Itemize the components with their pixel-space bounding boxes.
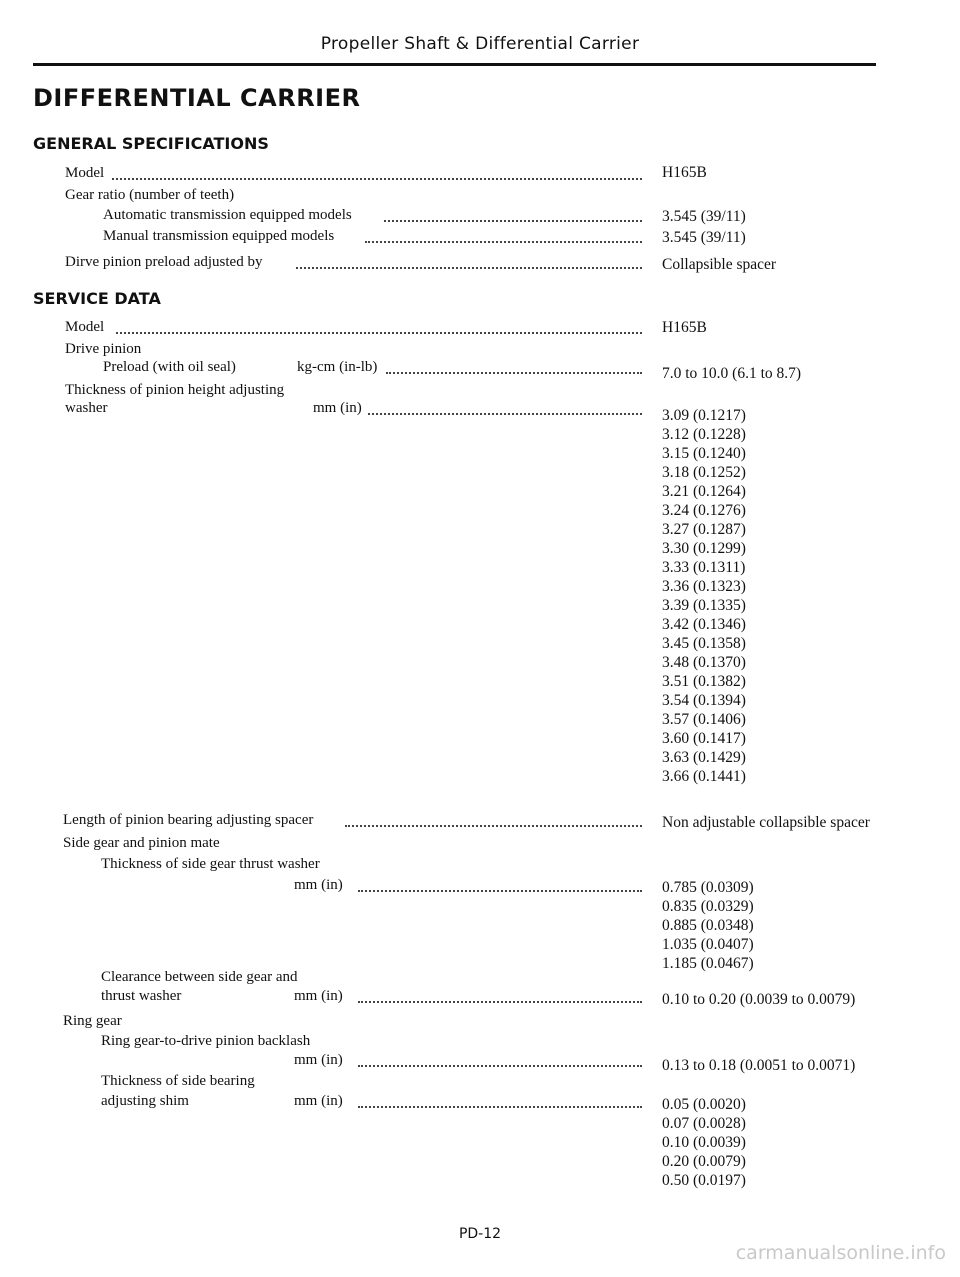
- sd-clearance-label-cont: thrust washer: [101, 988, 182, 1004]
- list-item: 3.33 (0.1311): [662, 559, 746, 576]
- sd-preload-label: Preload (with oil seal): [103, 359, 236, 375]
- gs-model-value: H165B: [662, 164, 707, 181]
- list-item: 1.035 (0.0407): [662, 936, 754, 953]
- leader-dots: [358, 999, 642, 1003]
- sd-clearance-unit: mm (in): [294, 988, 343, 1004]
- list-item: 3.18 (0.1252): [662, 464, 746, 481]
- sd-model-value: H165B: [662, 319, 707, 336]
- list-item: 0.07 (0.0028): [662, 1115, 746, 1132]
- leader-dots: [358, 1104, 642, 1108]
- list-item: 3.63 (0.1429): [662, 749, 746, 766]
- list-item: 3.57 (0.1406): [662, 711, 746, 728]
- gs-preload-label: Dirve pinion preload adjusted by: [65, 254, 263, 270]
- list-item: 3.54 (0.1394): [662, 692, 746, 709]
- leader-dots: [112, 176, 642, 180]
- leader-dots: [365, 239, 642, 243]
- sd-shim-label-cont: adjusting shim: [101, 1093, 189, 1109]
- sd-preload-unit: kg-cm (in-lb): [297, 359, 378, 375]
- list-item: 0.05 (0.0020): [662, 1096, 746, 1113]
- section-title: DIFFERENTIAL CARRIER: [33, 84, 361, 112]
- gs-manual-value: 3.545 (39/11): [662, 229, 746, 246]
- list-item: 3.51 (0.1382): [662, 673, 746, 690]
- leader-dots: [386, 370, 642, 374]
- leader-dots: [358, 888, 642, 892]
- list-item: 0.20 (0.0079): [662, 1153, 746, 1170]
- sd-thrust-label: Thickness of side gear thrust washer: [101, 856, 320, 872]
- sd-drive-pinion-label: Drive pinion: [65, 341, 142, 357]
- sd-washer-unit: mm (in): [313, 400, 362, 416]
- sd-shim-unit: mm (in): [294, 1093, 343, 1109]
- leader-dots: [345, 823, 642, 827]
- shim-thickness-list: [662, 1095, 746, 1190]
- sd-washer-label: Thickness of pinion height adjusting: [65, 382, 285, 398]
- list-item: 3.21 (0.1264): [662, 483, 746, 500]
- sd-washer-label-cont: washer: [65, 400, 108, 416]
- list-item: 3.36 (0.1323): [662, 578, 746, 595]
- service-data-heading: SERVICE DATA: [33, 289, 161, 308]
- list-item: 3.27 (0.1287): [662, 521, 746, 538]
- sd-thrust-unit: mm (in): [294, 877, 343, 893]
- sd-clearance-label: Clearance between side gear and: [101, 969, 298, 985]
- leader-dots: [384, 218, 642, 222]
- leader-dots: [358, 1063, 642, 1067]
- general-specifications-heading: GENERAL SPECIFICATIONS: [33, 134, 269, 153]
- list-item: 3.30 (0.1299): [662, 540, 746, 557]
- gs-model-label: Model: [65, 165, 105, 181]
- list-item: 3.60 (0.1417): [662, 730, 746, 747]
- gs-preload-value: Collapsible spacer: [662, 256, 777, 273]
- sd-backlash-value: 0.13 to 0.18 (0.0051 to 0.0071): [662, 1057, 856, 1074]
- list-item: 3.45 (0.1358): [662, 635, 746, 652]
- sd-side-gear-label: Side gear and pinion mate: [63, 835, 220, 851]
- sd-shim-label: Thickness of side bearing: [101, 1073, 255, 1089]
- header-rule: [33, 63, 876, 66]
- list-item: 1.185 (0.0467): [662, 955, 754, 972]
- watermark: carmanualsonline.info: [735, 1242, 946, 1264]
- list-item: 0.835 (0.0329): [662, 898, 754, 915]
- sd-spacer-label: Length of pinion bearing adjusting spacer: [63, 812, 314, 828]
- thrust-washer-list: [662, 878, 754, 973]
- list-item: 3.09 (0.1217): [662, 407, 746, 424]
- gs-automatic-value: 3.545 (39/11): [662, 208, 746, 225]
- list-item: 3.24 (0.1276): [662, 502, 746, 519]
- list-item: 0.885 (0.0348): [662, 917, 754, 934]
- page-number: PD-12: [458, 1226, 502, 1242]
- list-item: 3.15 (0.1240): [662, 445, 746, 462]
- list-item: 0.785 (0.0309): [662, 879, 754, 896]
- gs-gear-ratio-label: Gear ratio (number of teeth): [65, 187, 235, 203]
- list-item: 0.50 (0.0197): [662, 1172, 746, 1189]
- sd-spacer-value: Non adjustable collapsible spacer: [662, 814, 870, 831]
- list-item: 3.42 (0.1346): [662, 616, 746, 633]
- list-item: 0.10 (0.0039): [662, 1134, 746, 1151]
- sd-ring-gear-label: Ring gear: [63, 1013, 122, 1029]
- leader-dots: [296, 265, 642, 269]
- gs-automatic-label: Automatic transmission equipped models: [103, 207, 352, 223]
- list-item: 3.39 (0.1335): [662, 597, 746, 614]
- sd-backlash-label: Ring gear-to-drive pinion backlash: [101, 1033, 311, 1049]
- gs-manual-label: Manual transmission equipped models: [103, 228, 335, 244]
- sd-model-label: Model: [65, 319, 105, 335]
- running-header: Propeller Shaft & Differential Carrier: [320, 34, 640, 54]
- sd-clearance-value: 0.10 to 0.20 (0.0039 to 0.0079): [662, 991, 856, 1008]
- leader-dots: [368, 411, 642, 415]
- sd-preload-value: 7.0 to 10.0 (6.1 to 8.7): [662, 365, 802, 382]
- sd-backlash-unit: mm (in): [294, 1052, 343, 1068]
- list-item: 3.48 (0.1370): [662, 654, 746, 671]
- list-item: 3.12 (0.1228): [662, 426, 746, 443]
- leader-dots: [116, 330, 642, 334]
- list-item: 3.66 (0.1441): [662, 768, 746, 785]
- washer-thickness-list: [662, 406, 746, 786]
